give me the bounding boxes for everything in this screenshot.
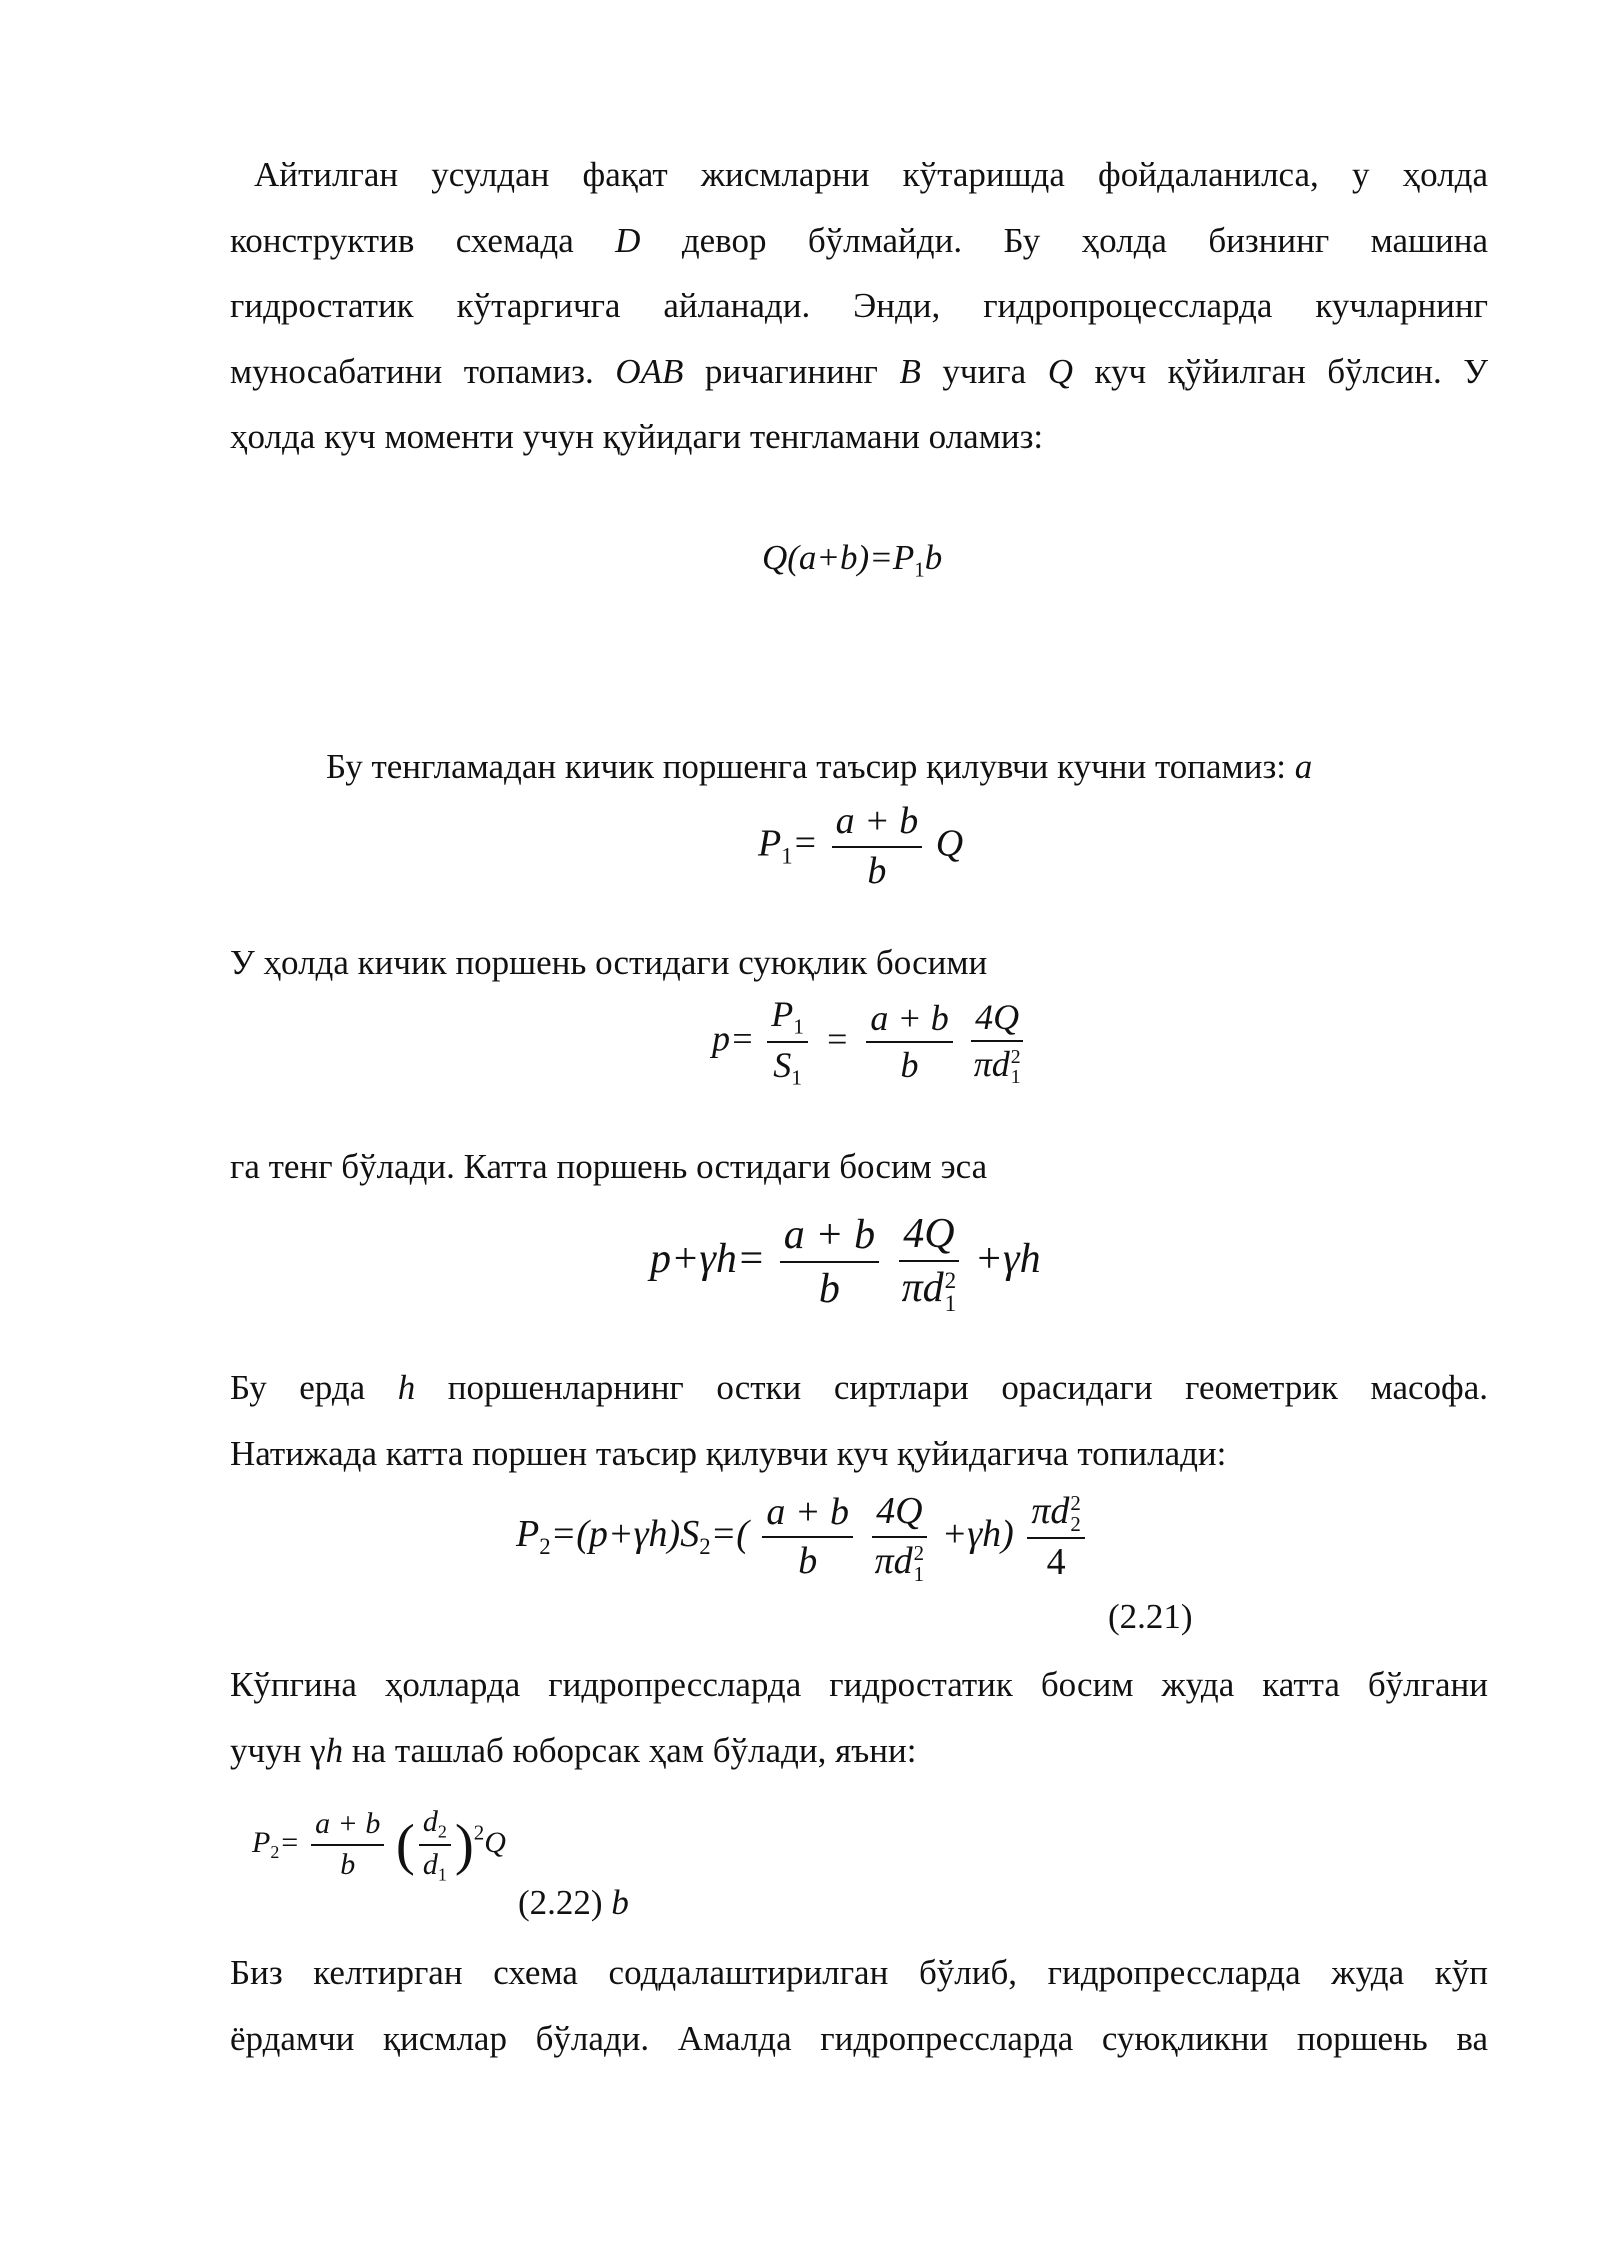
text-line: ҳолда куч моменти учун қуйидаги тенгламани оламиз: [230, 417, 1044, 456]
paragraph-small-piston: Бу тенгламадан кичик поршенга таъсир қилувчи кучни топамиз: a [326, 747, 1313, 786]
paragraph-fluid-pressure: У ҳолда кичик поршень остидаги суюқлик босими [230, 943, 988, 982]
equation-force-p2: $P_2=(p+\gamma h)S_2=$( $\frac{a + b}{b}$ 4Q πd 2 1 +γh) πd 2 2 4 [516, 1490, 1089, 1585]
text-line: гидростатик кўтаргичга айланади. Энди, гидропроцессларда кучларнинг [230, 286, 1488, 325]
fraction: 4Q πd 2 1 [970, 997, 1025, 1088]
paragraph-geometric-distance: Бу ерда h поршенларнинг остки сиртлари орасидаги геометрик масофа. Натижада катта поршен таъсир қилувчи куч қуйидагича топилади: [230, 1368, 1488, 1473]
variable-h: h [397, 1368, 416, 1407]
fraction: $\frac{a + b}{b}$ [762, 1491, 853, 1584]
paragraph-auxiliary-parts: Биз келтирган схема соддалаштирилган бўлиб, гидропрессларда жуда кўп ёрдамчи қисмлар бўлади. Амалда гидропрессларда суюқликни поршень ва [230, 1953, 1488, 2058]
equation-force-p2-simplified: $P_2=$ $\frac{a + b}{b}$ ( $\frac{d_2}{d_1}$ )$^2$Q [252, 1805, 506, 1885]
fraction: $\frac{a + b}{b}$ [832, 800, 923, 893]
variable-h: h [325, 1730, 344, 1770]
fraction: 4Q πd 2 1 [898, 1210, 961, 1315]
fraction: $\frac{d_2}{d_1}$ [419, 1805, 451, 1885]
equation-number-2-21: (2.21) [1108, 1597, 1193, 1636]
fraction: $\frac{a + b}{b}$ [866, 998, 952, 1087]
fraction: $\frac{a + b}{b}$ [780, 1211, 879, 1314]
fraction: $\frac{P_1}{S_1}$ [767, 994, 808, 1091]
paragraph-large-piston: га тенг бўлади. Катта поршень остидаги босим эса [230, 1147, 988, 1186]
text-line: муносабатини топамиз. OAB ричагининг B учига Q куч қўйилган бўлсин. У [230, 351, 1489, 391]
variable-Q: Q [1047, 351, 1073, 391]
fraction: $\frac{a + b}{b}$ [311, 1807, 384, 1882]
text-line: Айтилган усулдан фақат жисмларни кўтаришда фойдаланилса, у ҳолда [254, 155, 1488, 194]
fraction: πd 2 2 4 [1027, 1490, 1085, 1585]
equation-pressure-p: p= $\frac{P_1}{S_1}$ = $\frac{a + b}{b}$ 4Q πd 2 1 [712, 994, 1029, 1091]
paragraph-neglect-gamma-h: Кўпгина ҳолларда гидропрессларда гидростатик босим жуда катта бўлгани учун γh на ташлаб юборсак ҳам бўлади, яъни: [230, 1665, 1488, 1770]
variable-a: a [1294, 747, 1313, 786]
fraction: 4Q πd 2 1 [871, 1490, 929, 1585]
equation-force-p1: $P_1=$ $\frac{a + b}{b}$ Q [758, 800, 964, 892]
paragraph-intro [230, 142, 1488, 470]
text-line: конструктив схемада D девор бўлмайди. Бу ҳолда бизнинг машина [230, 220, 1488, 260]
equation-moment: $Q(a+b)=P_1b$ [762, 538, 943, 582]
equation-pressure-large: p+γh= $\frac{a + b}{b}$ 4Q πd 2 1 +γh [650, 1211, 1041, 1316]
equation-number-2-22: (2.22) b [518, 1883, 629, 1922]
variable-B: B [899, 351, 921, 391]
variable-OAB: OAB [615, 351, 684, 391]
variable-D: D [615, 220, 641, 260]
